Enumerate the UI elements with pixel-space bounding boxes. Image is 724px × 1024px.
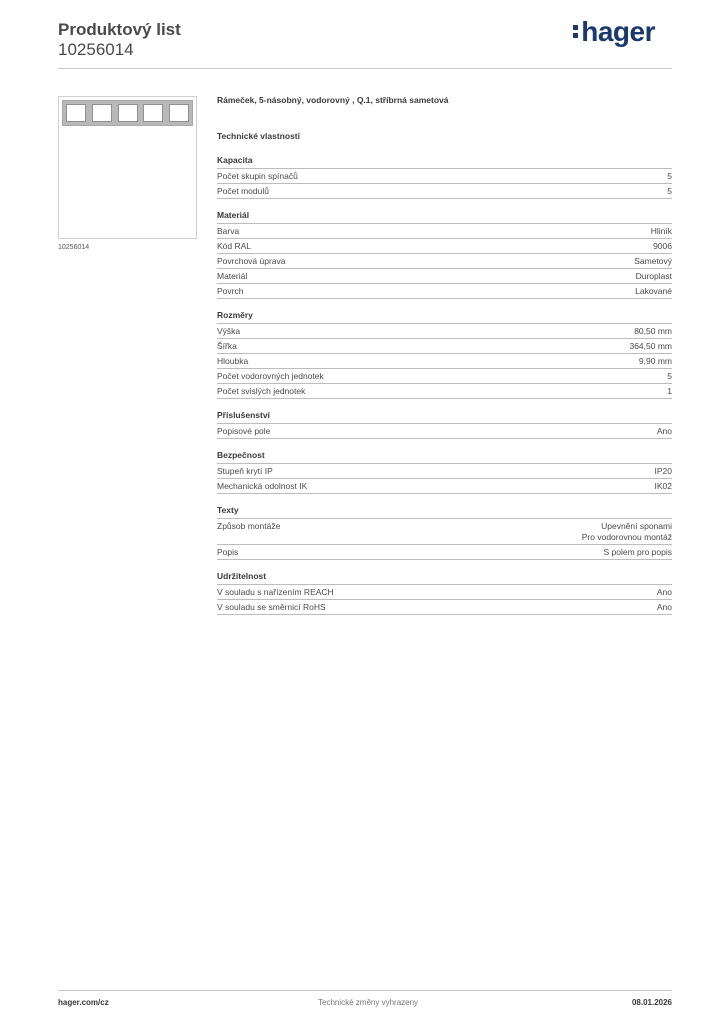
spec-label: Výška bbox=[217, 325, 241, 336]
spec-value bbox=[653, 241, 672, 252]
section-heading: Udržitelnost bbox=[217, 571, 672, 585]
spec-row bbox=[217, 254, 672, 269]
spec-value-line: S polem pro popis bbox=[603, 546, 672, 557]
product-code: 10256014 bbox=[58, 40, 134, 59]
spec-value bbox=[634, 256, 672, 267]
section-heading: Materiál bbox=[217, 210, 672, 224]
spec-label: Popis bbox=[217, 546, 239, 557]
spec-label: V souladu se směrnicí RoHS bbox=[217, 601, 326, 612]
technical-properties-title: Technické vlastnosti bbox=[217, 131, 300, 141]
spec-label: V souladu s nařízením REACH bbox=[217, 586, 334, 597]
spec-value-line: 364,50 mm bbox=[629, 340, 672, 351]
document-title: Produktový list bbox=[58, 20, 181, 39]
spec-value-line: 9006 bbox=[653, 240, 672, 251]
spec-value bbox=[655, 481, 673, 492]
spec-value bbox=[651, 226, 672, 237]
spec-row bbox=[217, 354, 672, 369]
spec-value bbox=[667, 186, 672, 197]
footer-notice: Technické změny vyhrazeny bbox=[318, 998, 419, 1007]
spec-row bbox=[217, 339, 672, 354]
spec-label: Šířka bbox=[217, 340, 237, 351]
document-title-block bbox=[58, 20, 181, 59]
spec-value-line: Pro vodorovnou montáž bbox=[581, 531, 672, 542]
brand-logo bbox=[573, 16, 655, 48]
spec-value-line: Lakované bbox=[635, 285, 672, 296]
spec-label: Popisové pole bbox=[217, 425, 271, 436]
spec-value bbox=[629, 341, 672, 352]
spec-value-line: Duroplast bbox=[635, 270, 672, 281]
footer-website: hager.com/cz bbox=[58, 998, 109, 1007]
spec-row bbox=[217, 169, 672, 184]
spec-row bbox=[217, 284, 672, 299]
spec-section bbox=[217, 410, 672, 439]
spec-value bbox=[634, 326, 672, 337]
spec-value-line: 5 bbox=[667, 370, 672, 381]
spec-value bbox=[657, 587, 672, 598]
spec-section bbox=[217, 155, 672, 199]
logo-dots-icon bbox=[573, 22, 579, 41]
product-details bbox=[217, 95, 672, 626]
spec-section bbox=[217, 210, 672, 299]
section-heading: Texty bbox=[217, 505, 672, 519]
spec-value-line: Ano bbox=[656, 425, 672, 436]
spec-value-line: Hliník bbox=[650, 225, 672, 236]
frame-opening bbox=[169, 104, 189, 122]
spec-value-line: IK02 bbox=[654, 480, 672, 491]
spec-row bbox=[217, 545, 672, 560]
spec-label: Počet skupin spínačů bbox=[217, 170, 298, 181]
spec-row bbox=[217, 324, 672, 339]
spec-value-line: Sametový bbox=[634, 255, 672, 266]
product-image bbox=[58, 96, 197, 239]
header-divider bbox=[58, 68, 672, 69]
spec-label: Mechanická odolnost IK bbox=[217, 480, 308, 491]
spec-value bbox=[636, 271, 672, 282]
spec-value bbox=[667, 171, 672, 182]
frame-opening bbox=[66, 104, 86, 122]
spec-value-line: IP20 bbox=[654, 465, 672, 476]
spec-label: Materiál bbox=[217, 270, 248, 281]
brand-name: hager bbox=[581, 16, 655, 47]
spec-value bbox=[667, 386, 672, 397]
spec-label: Povrch bbox=[217, 285, 244, 296]
spec-section bbox=[217, 571, 672, 615]
spec-value-line: Ano bbox=[656, 601, 672, 612]
spec-row bbox=[217, 519, 672, 545]
spec-label: Způsob montáže bbox=[217, 520, 281, 531]
frame-opening bbox=[143, 104, 163, 122]
spec-row bbox=[217, 239, 672, 254]
spec-value-line: Upevnění sponami bbox=[601, 520, 672, 531]
spec-value-line: 80,50 mm bbox=[634, 325, 672, 336]
spec-section bbox=[217, 505, 672, 560]
footer-divider bbox=[58, 990, 672, 991]
spec-value bbox=[639, 356, 672, 367]
spec-value bbox=[635, 286, 672, 297]
spec-row bbox=[217, 184, 672, 199]
spec-label: Počet svislých jednotek bbox=[217, 385, 306, 396]
spec-row bbox=[217, 224, 672, 239]
frame-opening bbox=[118, 104, 138, 122]
spec-row bbox=[217, 600, 672, 615]
spec-value bbox=[603, 547, 672, 558]
spec-label: Kód RAL bbox=[217, 240, 252, 251]
spec-value bbox=[655, 466, 673, 477]
spec-row bbox=[217, 585, 672, 600]
spec-value-line: 1 bbox=[667, 385, 672, 396]
spec-label: Hloubka bbox=[217, 355, 249, 366]
spec-row bbox=[217, 269, 672, 284]
footer-date: 08.01.2026 bbox=[631, 998, 672, 1007]
frame-opening bbox=[92, 104, 112, 122]
image-caption: 10256014 bbox=[58, 244, 90, 251]
spec-section bbox=[217, 450, 672, 494]
spec-value-line: 9,90 mm bbox=[638, 355, 672, 366]
section-heading: Kapacita bbox=[217, 155, 672, 169]
spec-label: Povrchová úprava bbox=[217, 255, 286, 266]
spec-value-line: Ano bbox=[656, 586, 672, 597]
section-heading: Příslušenství bbox=[217, 410, 672, 424]
spec-value bbox=[582, 521, 672, 543]
spec-row bbox=[217, 464, 672, 479]
frame-5-gang-icon bbox=[62, 100, 193, 126]
spec-value bbox=[657, 602, 672, 613]
spec-value-line: 5 bbox=[667, 170, 672, 181]
spec-row bbox=[217, 424, 672, 439]
spec-section bbox=[217, 310, 672, 399]
specification-sections bbox=[217, 155, 672, 615]
spec-label: Počet modulů bbox=[217, 185, 269, 196]
spec-label: Barva bbox=[217, 225, 240, 236]
spec-value bbox=[667, 371, 672, 382]
spec-value bbox=[657, 426, 672, 437]
spec-value-line: 5 bbox=[667, 185, 672, 196]
spec-label: Počet vodorovných jednotek bbox=[217, 370, 324, 381]
section-heading: Rozměry bbox=[217, 310, 672, 324]
spec-label: Stupeň krytí IP bbox=[217, 465, 273, 476]
spec-row bbox=[217, 384, 672, 399]
spec-row bbox=[217, 479, 672, 494]
section-heading: Bezpečnost bbox=[217, 450, 672, 464]
product-name: Rámeček, 5-násobný, vodorovný , Q.1, stříbrná sametová bbox=[217, 95, 449, 105]
spec-row bbox=[217, 369, 672, 384]
